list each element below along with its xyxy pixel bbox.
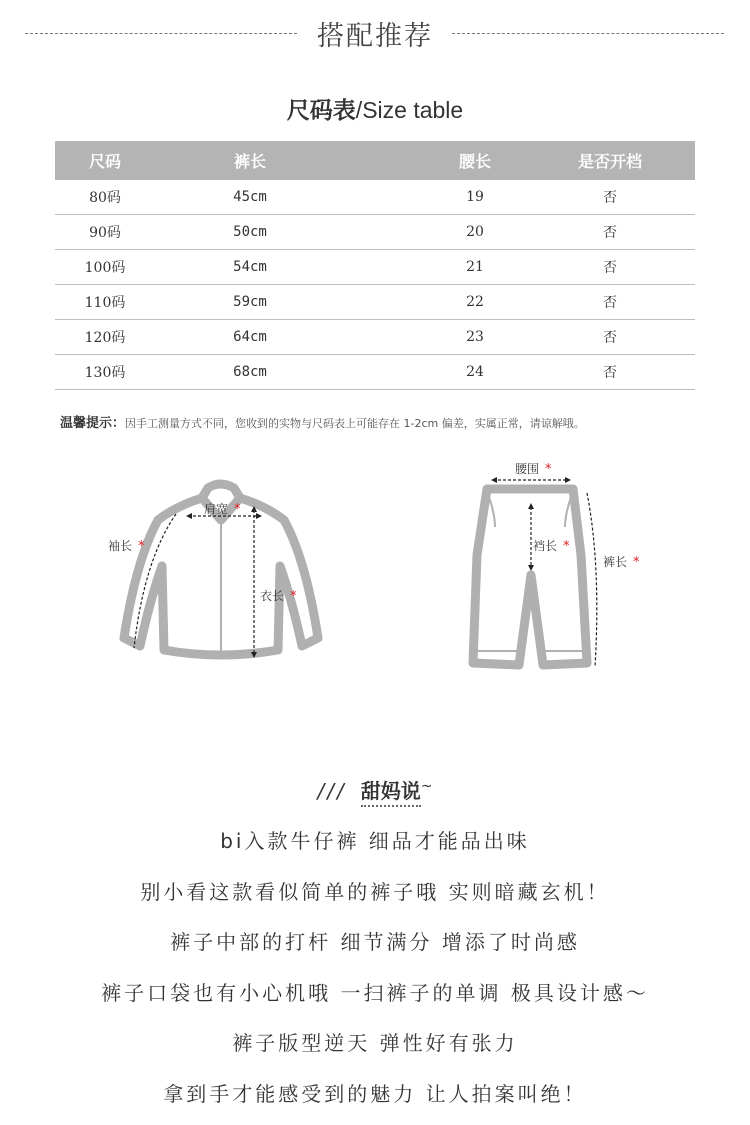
body-length-label: 衣长	[260, 589, 284, 603]
cell-waist: 20	[425, 224, 525, 240]
arrow-head	[186, 513, 192, 519]
sleeve-label: 袖长	[108, 538, 132, 553]
heading-tilde: ~	[421, 778, 433, 794]
cell-waist: 21	[425, 259, 525, 275]
cell-open-crotch: 否	[560, 187, 660, 207]
table-row	[55, 355, 695, 390]
waist-star: *	[545, 462, 552, 477]
shoulder-label: 肩宽	[204, 501, 228, 516]
cell-size: 120码	[55, 327, 155, 347]
arrow-head	[528, 565, 534, 571]
size-table-title	[0, 92, 750, 125]
heading-slashes: ///	[318, 779, 347, 803]
cell-size: 80码	[55, 187, 155, 207]
header	[0, 0, 750, 64]
cell-open-crotch: 否	[560, 292, 660, 312]
cell-waist: 24	[425, 364, 525, 380]
header-divider-left	[25, 33, 297, 34]
description-line: 拿到手才能感受到的魅力 让人拍案叫绝！	[0, 1075, 750, 1125]
header-divider-right	[452, 33, 724, 34]
arrow-head	[256, 513, 262, 519]
size-table	[55, 141, 695, 390]
body-length-star: *	[290, 589, 297, 604]
cell-size: 110码	[55, 292, 155, 312]
cell-open-crotch: 否	[560, 327, 660, 347]
shoulder-star: *	[234, 502, 241, 517]
measurement-tip	[60, 412, 585, 431]
length-star: *	[633, 555, 640, 570]
header-size: 尺码	[55, 149, 155, 172]
arrow-head	[491, 477, 497, 483]
waist-label: 腰围	[515, 462, 539, 476]
table-row	[55, 285, 695, 320]
arrow-head	[565, 477, 571, 483]
cell-open-crotch: 否	[560, 222, 660, 242]
right-pocket	[565, 497, 571, 527]
tip-text: 因手工测量方式不同，您收到的实物与尺码表上可能存在 1-2cm 偏差，实属正常，请谅解哦。	[125, 417, 585, 430]
size-table-title-zh: 尺码表	[287, 98, 356, 124]
header-open-crotch: 是否开档	[560, 149, 660, 172]
mom-says-heading	[0, 775, 750, 804]
size-table-title-separator: /	[356, 97, 362, 123]
cell-open-crotch: 否	[560, 362, 660, 382]
cell-size: 90码	[55, 222, 155, 242]
cell-waist: 23	[425, 329, 525, 345]
cell-size: 130码	[55, 362, 155, 382]
table-row	[55, 250, 695, 285]
table-row	[55, 320, 695, 355]
table-row	[55, 180, 695, 215]
cell-length: 45cm	[200, 189, 300, 205]
heading-title: 甜妈说	[361, 779, 421, 807]
crotch-label: 裆长	[533, 538, 557, 553]
size-table-header	[55, 141, 695, 180]
pants-outline	[473, 489, 587, 665]
cell-length: 59cm	[200, 294, 300, 310]
cell-length: 50cm	[200, 224, 300, 240]
sleeve-star: *	[138, 539, 145, 554]
mom-says-lines	[0, 822, 750, 1125]
cell-length: 68cm	[200, 364, 300, 380]
arrow-head	[528, 503, 534, 509]
section-title: 搭配推荐	[300, 14, 450, 53]
cell-open-crotch: 否	[560, 257, 660, 277]
cell-size: 100码	[55, 257, 155, 277]
description-line: bi入款牛仔裤 细品才能品出味	[0, 822, 750, 873]
header-length: 裤长	[200, 149, 300, 172]
cell-waist: 22	[425, 294, 525, 310]
cell-length: 64cm	[200, 329, 300, 345]
description-line: 别小看这款看似简单的裤子哦 实则暗藏玄机！	[0, 873, 750, 924]
description-line: 裤子中部的打杆 细节满分 增添了时尚感	[0, 923, 750, 974]
table-row	[55, 215, 695, 250]
length-label: 裤长	[603, 555, 627, 569]
header-waist: 腰长	[425, 149, 525, 172]
description-line: 裤子版型逆天 弹性好有张力	[0, 1024, 750, 1075]
cell-length: 54cm	[200, 259, 300, 275]
tip-label: 温馨提示：	[60, 416, 125, 431]
size-table-title-en: Size table	[362, 97, 463, 123]
left-pocket	[489, 497, 495, 527]
crotch-star: *	[563, 539, 570, 554]
pants-measurement-diagram	[455, 455, 665, 675]
jacket-measurement-diagram	[100, 470, 340, 670]
cell-waist: 19	[425, 189, 525, 205]
description-line: 裤子口袋也有小心机哦 一扫裤子的单调 极具设计感～	[0, 974, 750, 1025]
